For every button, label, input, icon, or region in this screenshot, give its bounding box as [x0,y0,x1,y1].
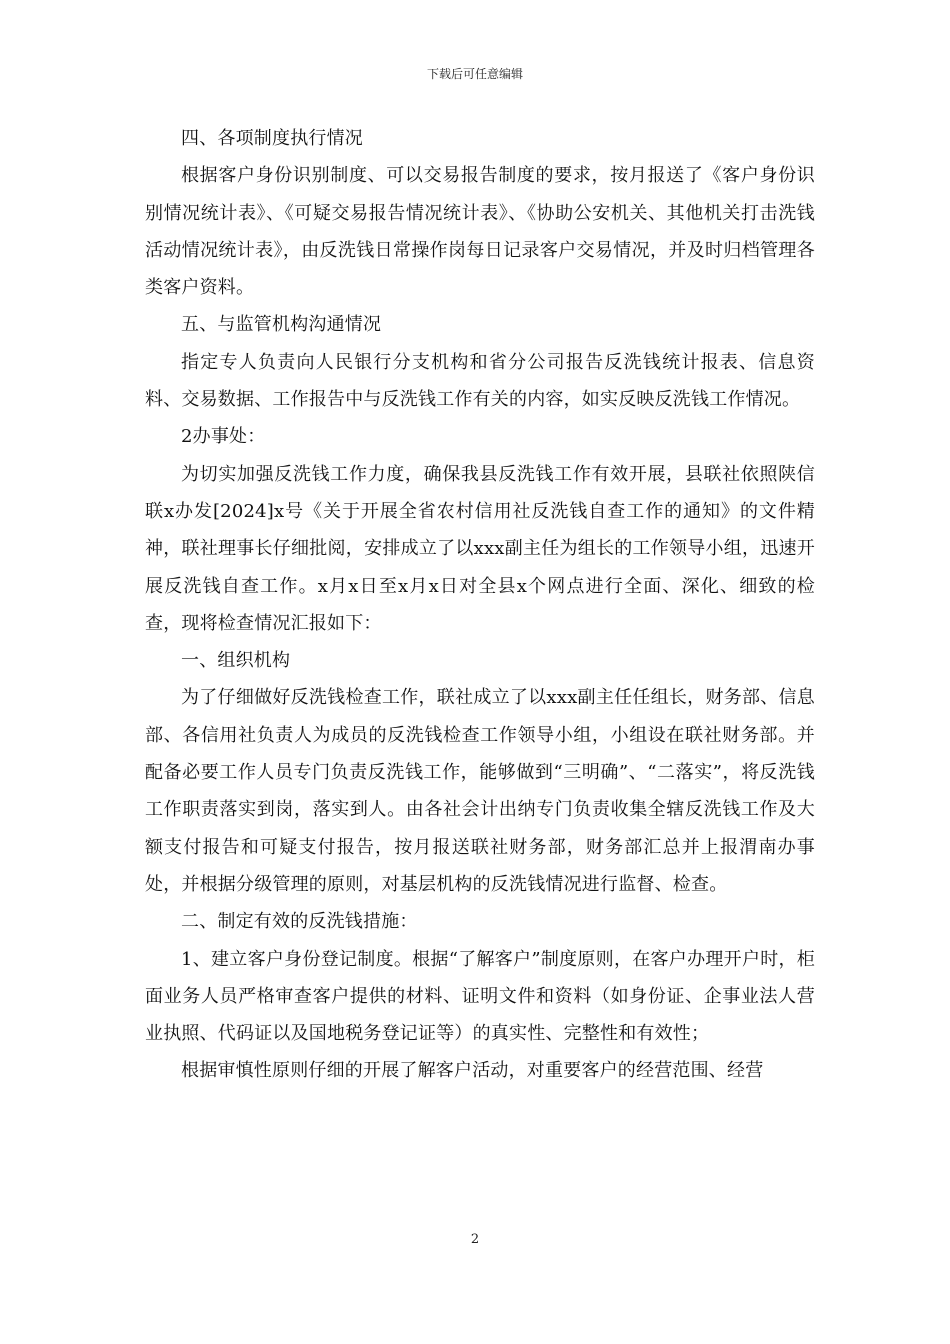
subsection-heading: 2办事处： [181,426,266,448]
page-number: 2 [470,1232,480,1247]
document-body [145,120,815,1090]
section-heading-2: 二、制定有效的反洗钱措施： [181,911,418,933]
section-heading-4: 四、各项制度执行情况 [181,128,363,149]
paragraph: 根据审慎性原则仔细的开展了解客户活动，对重要客户的经营范围、经营 [181,1060,764,1082]
paragraph: 为切实加强反洗钱工作力度，确保我县反洗钱工作有效开展，县联社依照陕信联x办发[2024]x号《关于开展全省农村信用社反洗钱自查工作的通知》的文件精神，联社理事长仔细批阅，安排成立了以xxx副主任为组长的工作领导小组，迅速开展反洗钱自查工作。x月x日至x月x日对全县x个网点进行全面、深化、细致的检查，现将检查情况汇报如下： [145,463,815,634]
page-header: 下载后可任意编辑 [426,67,523,81]
paragraph: 根据客户身份识别制度、可以交易报告制度的要求，按月报送了《客户身份识别情况统计表》、《可疑交易报告情况统计表》、《协助公安机关、其他机关打击洗钱活动情况统计表》，由反洗钱日常操作岗每日记录客户交易情况，并及时归档管理各类客户资料。 [145,165,815,299]
section-heading-5: 五、与监管机构沟通情况 [181,314,382,336]
paragraph: 为了仔细做好反洗钱检查工作，联社成立了以xxx副主任任组长，财务部、信息部、各信用社负责人为成员的反洗钱检查工作领导小组，小组设在联社财务部。并配备必要工作人员专门负责反洗钱工作，能够做到“三明确”、“二落实”，将反洗钱工作职责落实到岗，落实到人。由各社会计出纳专门负责收集全辖反洗钱工作及大额支付报告和可疑支付报告，按月报送联社财务部，财务部汇总并上报渭南办事处，并根据分级管理的原则，对基层机构的反洗钱情况进行监督、检查。 [145,687,815,895]
paragraph: 指定专人负责向人民银行分支机构和省分公司报告反洗钱统计报表、信息资料、交易数据、工作报告中与反洗钱工作有关的内容，如实反映反洗钱工作情况。 [145,351,815,411]
paragraph: 1、建立客户身份登记制度。根据“了解客户”制度原则，在客户办理开户时，柜面业务人员严格审查客户提供的材料、证明文件和资料（如身份证、企事业法人营业执照、代码证以及国地税务登记证等）的真实性、完整性和有效性； [145,948,815,1045]
section-heading-1: 一、组织机构 [181,650,291,672]
